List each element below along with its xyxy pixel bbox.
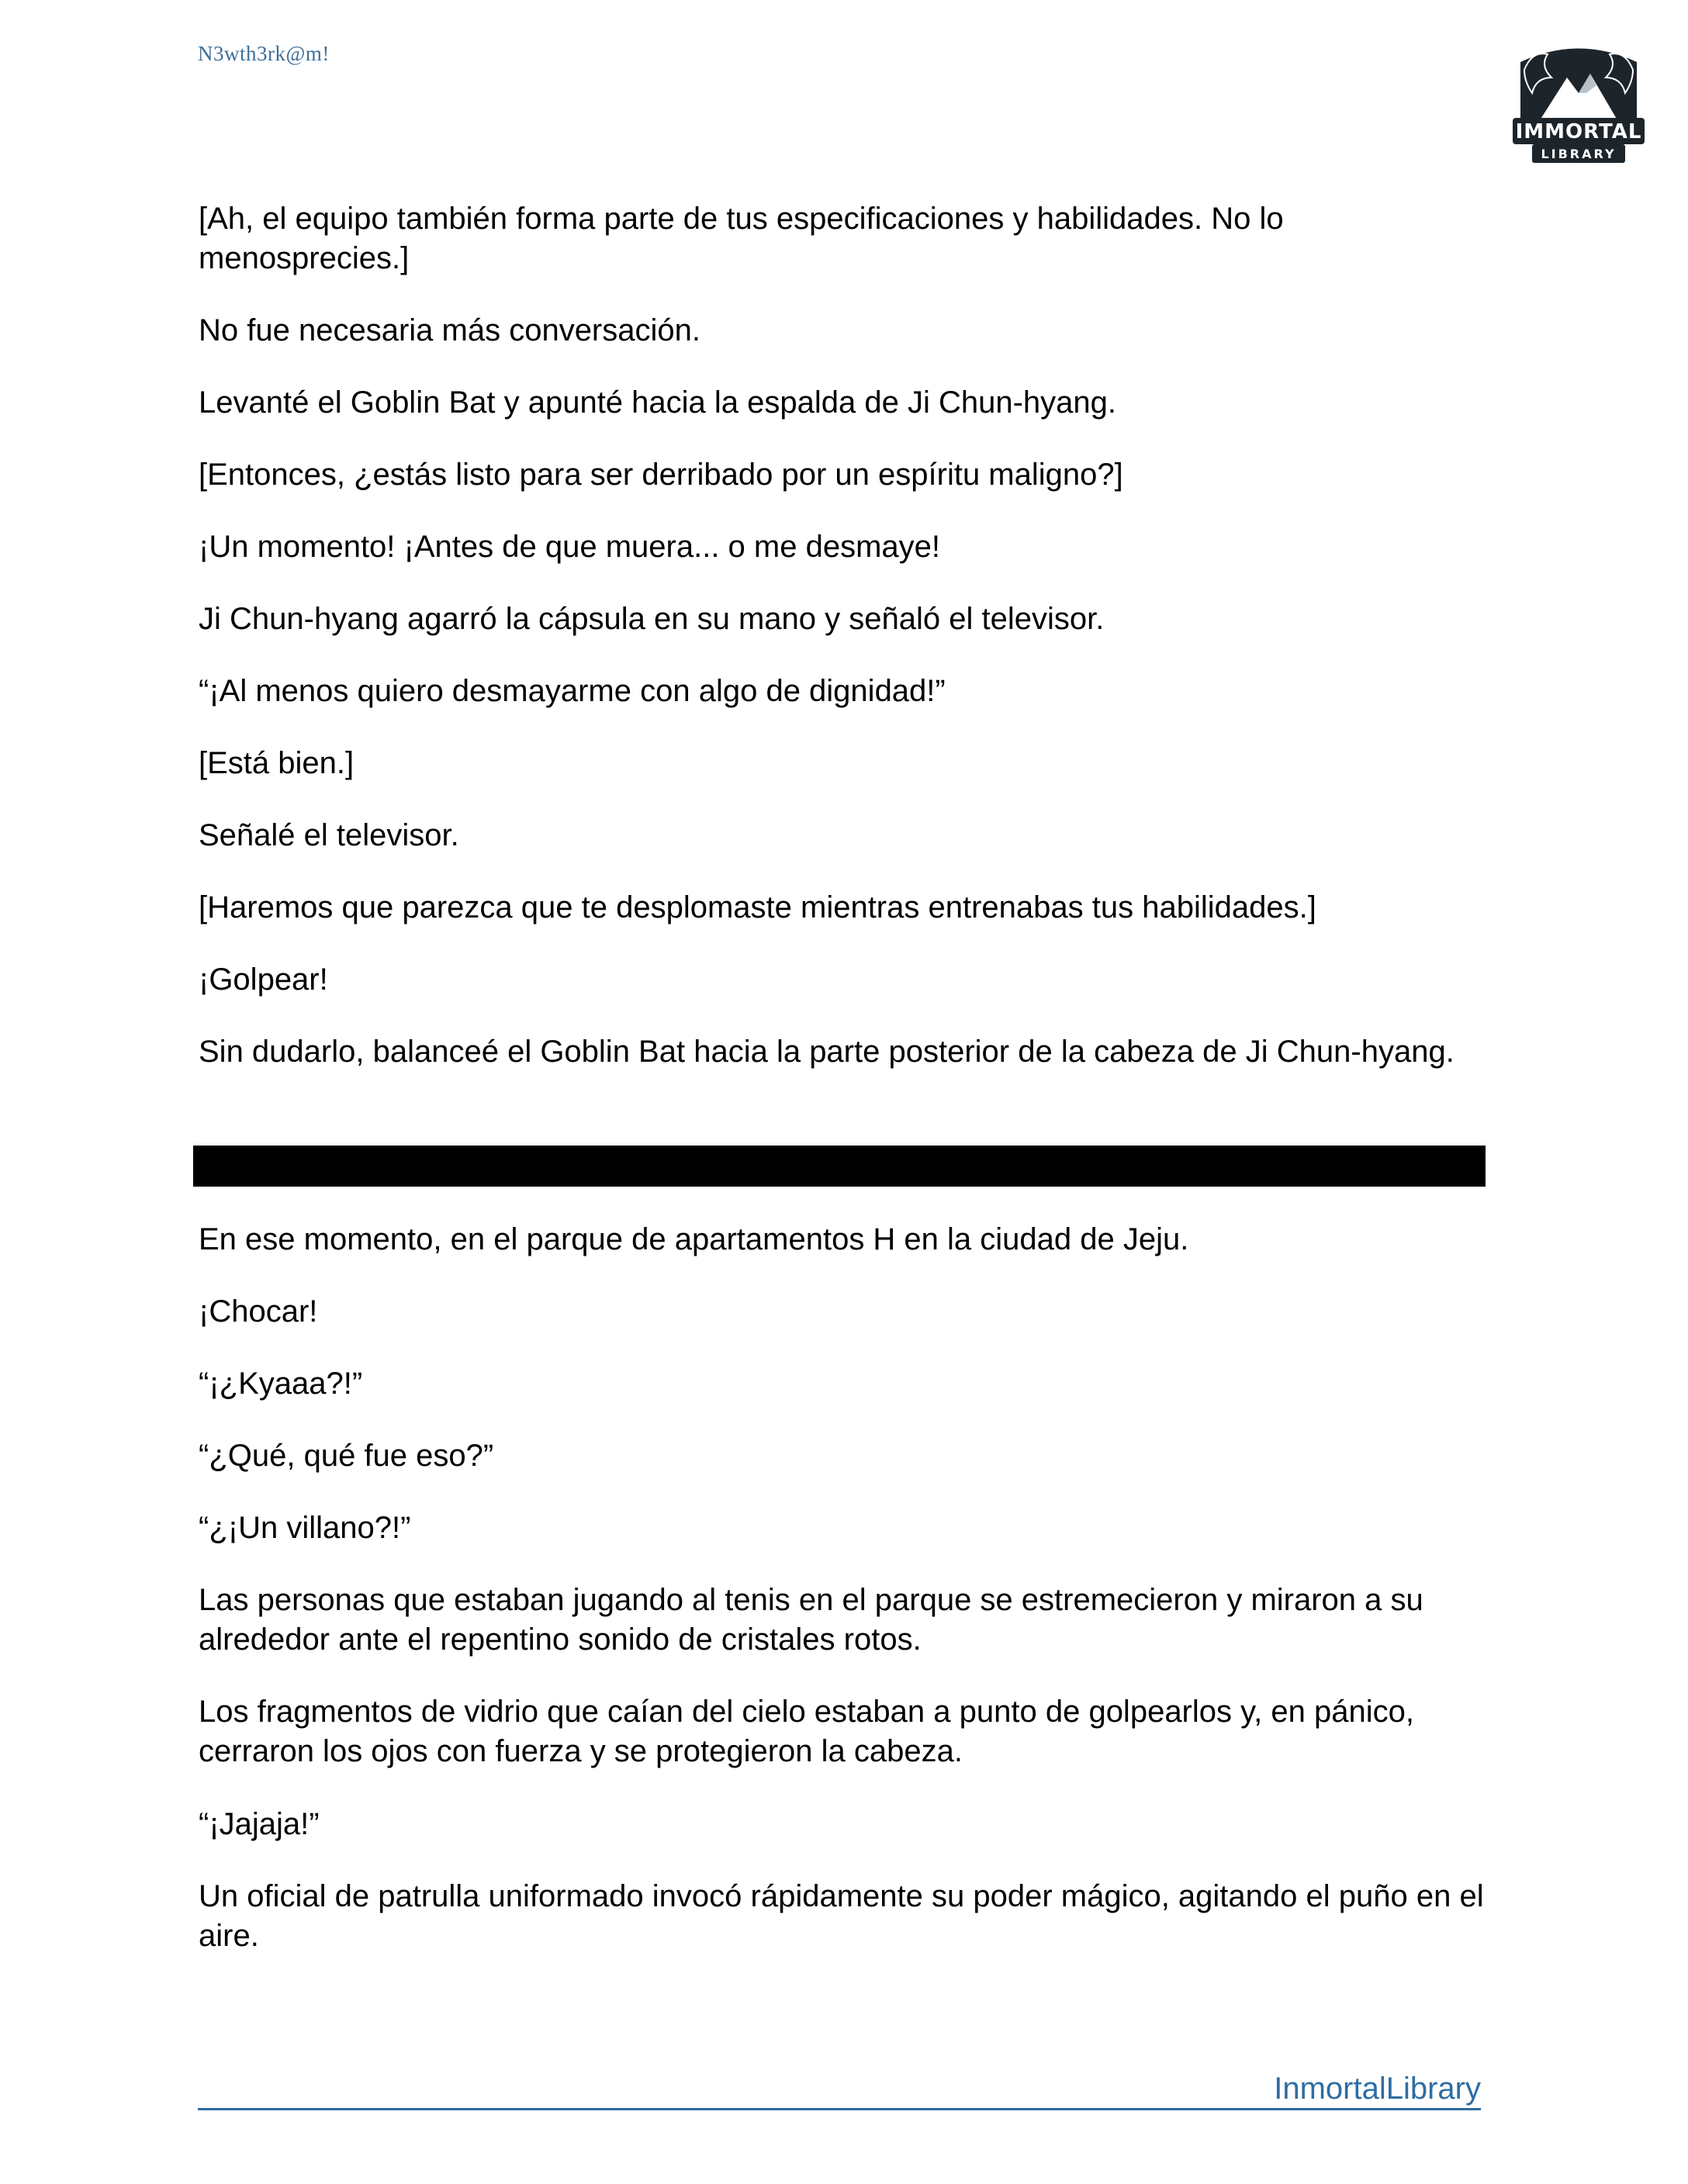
paragraph: Los fragmentos de vidrio que caían del cielo estaban a punto de golpearlos y, en pánico, cerraron los ojos con fuerza y se protegieron la cabeza.	[199, 1695, 1414, 1768]
paragraph: Señalé el televisor.	[199, 818, 459, 852]
paragraph: “¡¿Kyaaa?!”	[199, 1367, 363, 1401]
paragraph: Sin dudarlo, balanceé el Goblin Bat hacia la parte posterior de la cabeza de Ji Chun-hyang.	[199, 1035, 1455, 1069]
footer-link-inmortallibrary[interactable]: InmortalLibrary	[198, 2069, 1481, 2110]
paragraph: [Ah, el equipo también forma parte de tus especificaciones y habilidades. No lo menosprecies.]	[199, 202, 1284, 275]
paragraph: ¡Un momento! ¡Antes de que muera... o me desmaye!	[199, 530, 940, 564]
paragraph: “¿Qué, qué fue eso?”	[199, 1439, 494, 1473]
paragraph: Las personas que estaban jugando al tenis en el parque se estremecieron y miraron a su alrededor ante el repentino sonido de cristales rotos.	[199, 1583, 1423, 1657]
paragraph: “¡Jajaja!”	[199, 1807, 320, 1841]
paragraph: [Haremos que parezca que te desplomaste mientras entrenabas tus habilidades.]	[199, 890, 1316, 924]
paragraph: “¿¡Un villano?!”	[199, 1511, 411, 1545]
paragraph: Levanté el Goblin Bat y apunté hacia la espalda de Ji Chun-hyang.	[199, 385, 1117, 420]
paragraph: En ese momento, en el parque de apartamentos H en la ciudad de Jeju.	[199, 1222, 1189, 1256]
section-separator	[193, 1146, 1486, 1187]
paragraph: [Entonces, ¿estás listo para ser derribado por un espíritu maligno?]	[199, 458, 1123, 492]
paragraph: [Está bien.]	[199, 746, 355, 780]
paragraph: ¡Chocar!	[199, 1294, 318, 1329]
paragraph: Un oficial de patrulla uniformado invocó rápidamente su poder mágico, agitando el puño en el aire.	[199, 1879, 1484, 1953]
logo-text-library: LIBRARY	[1541, 147, 1617, 161]
paragraph: No fue necesaria más conversación.	[199, 313, 700, 347]
paragraph: Ji Chun-hyang agarró la cápsula en su mano y señaló el televisor.	[199, 602, 1105, 636]
paragraph: ¡Golpear!	[199, 962, 328, 997]
logo-text-immortal: IMMORTAL	[1515, 120, 1642, 143]
paragraph: “¡Al menos quiero desmayarme con algo de dignidad!”	[199, 674, 946, 708]
immortal-library-logo	[1505, 31, 1652, 171]
watermark-text: N3wth3rk@m!	[198, 42, 330, 65]
